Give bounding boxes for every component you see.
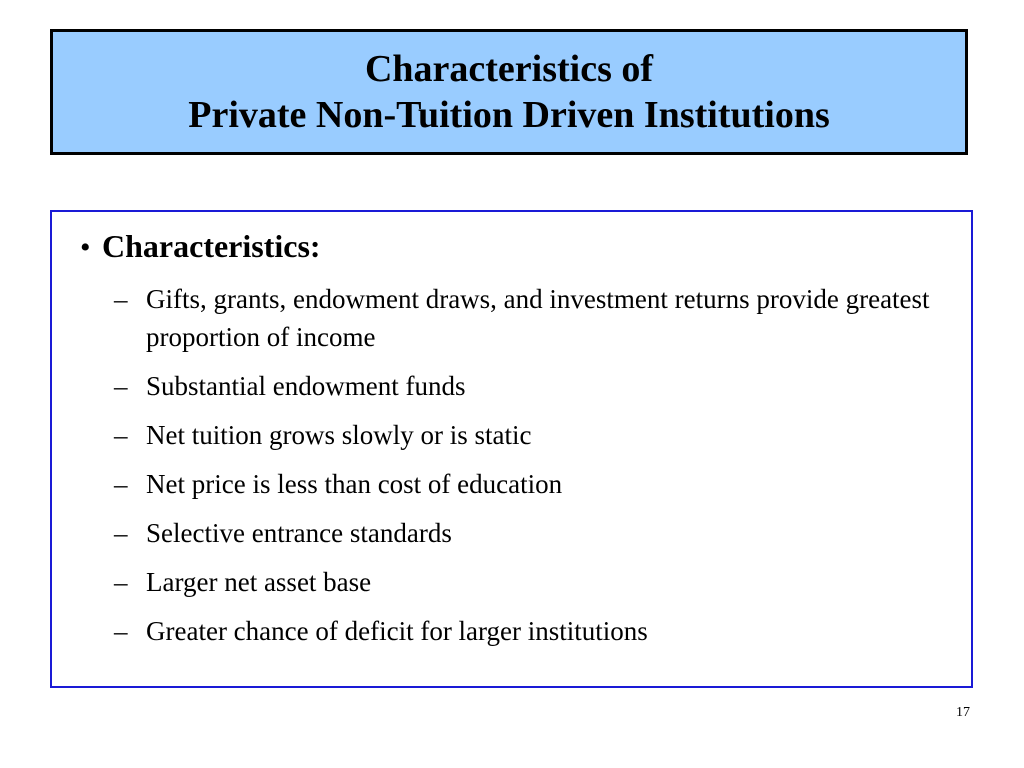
main-bullet-label: Characteristics: [102, 228, 321, 264]
slide-title-box [50, 29, 968, 155]
list-item-text: Gifts, grants, endowment draws, and investment returns provide greatest proportion of income [146, 284, 930, 352]
list-item-text: Substantial endowment funds [146, 371, 466, 401]
slide-content-box [50, 210, 973, 688]
slide-title-line-2: Private Non-Tuition Driven Institutions [188, 94, 830, 136]
main-bullet [80, 226, 321, 268]
characteristics-list [114, 280, 954, 661]
dash-glyph: – [114, 567, 128, 597]
list-item [114, 514, 954, 552]
list-item [114, 280, 954, 356]
list-item [114, 563, 954, 601]
dash-glyph: – [114, 420, 128, 450]
dash-glyph: – [114, 371, 128, 401]
slide-title-line-1: Characteristics of [364, 48, 654, 90]
list-item-text: Net tuition grows slowly or is static [146, 420, 532, 450]
dash-glyph: – [114, 469, 128, 499]
dash-glyph: – [114, 518, 128, 548]
list-item [114, 612, 954, 650]
list-item [114, 465, 954, 503]
list-item [114, 367, 954, 405]
page-number: 17 [956, 705, 970, 720]
list-item-text: Net price is less than cost of education [146, 469, 563, 499]
bullet-point-glyph: • [80, 231, 91, 264]
list-item-text: Selective entrance standards [146, 518, 452, 548]
dash-glyph: – [114, 616, 128, 646]
list-item-text: Greater chance of deficit for larger institutions [146, 616, 648, 646]
list-item [114, 416, 954, 454]
list-item-text: Larger net asset base [146, 567, 372, 597]
dash-glyph: – [114, 284, 128, 314]
